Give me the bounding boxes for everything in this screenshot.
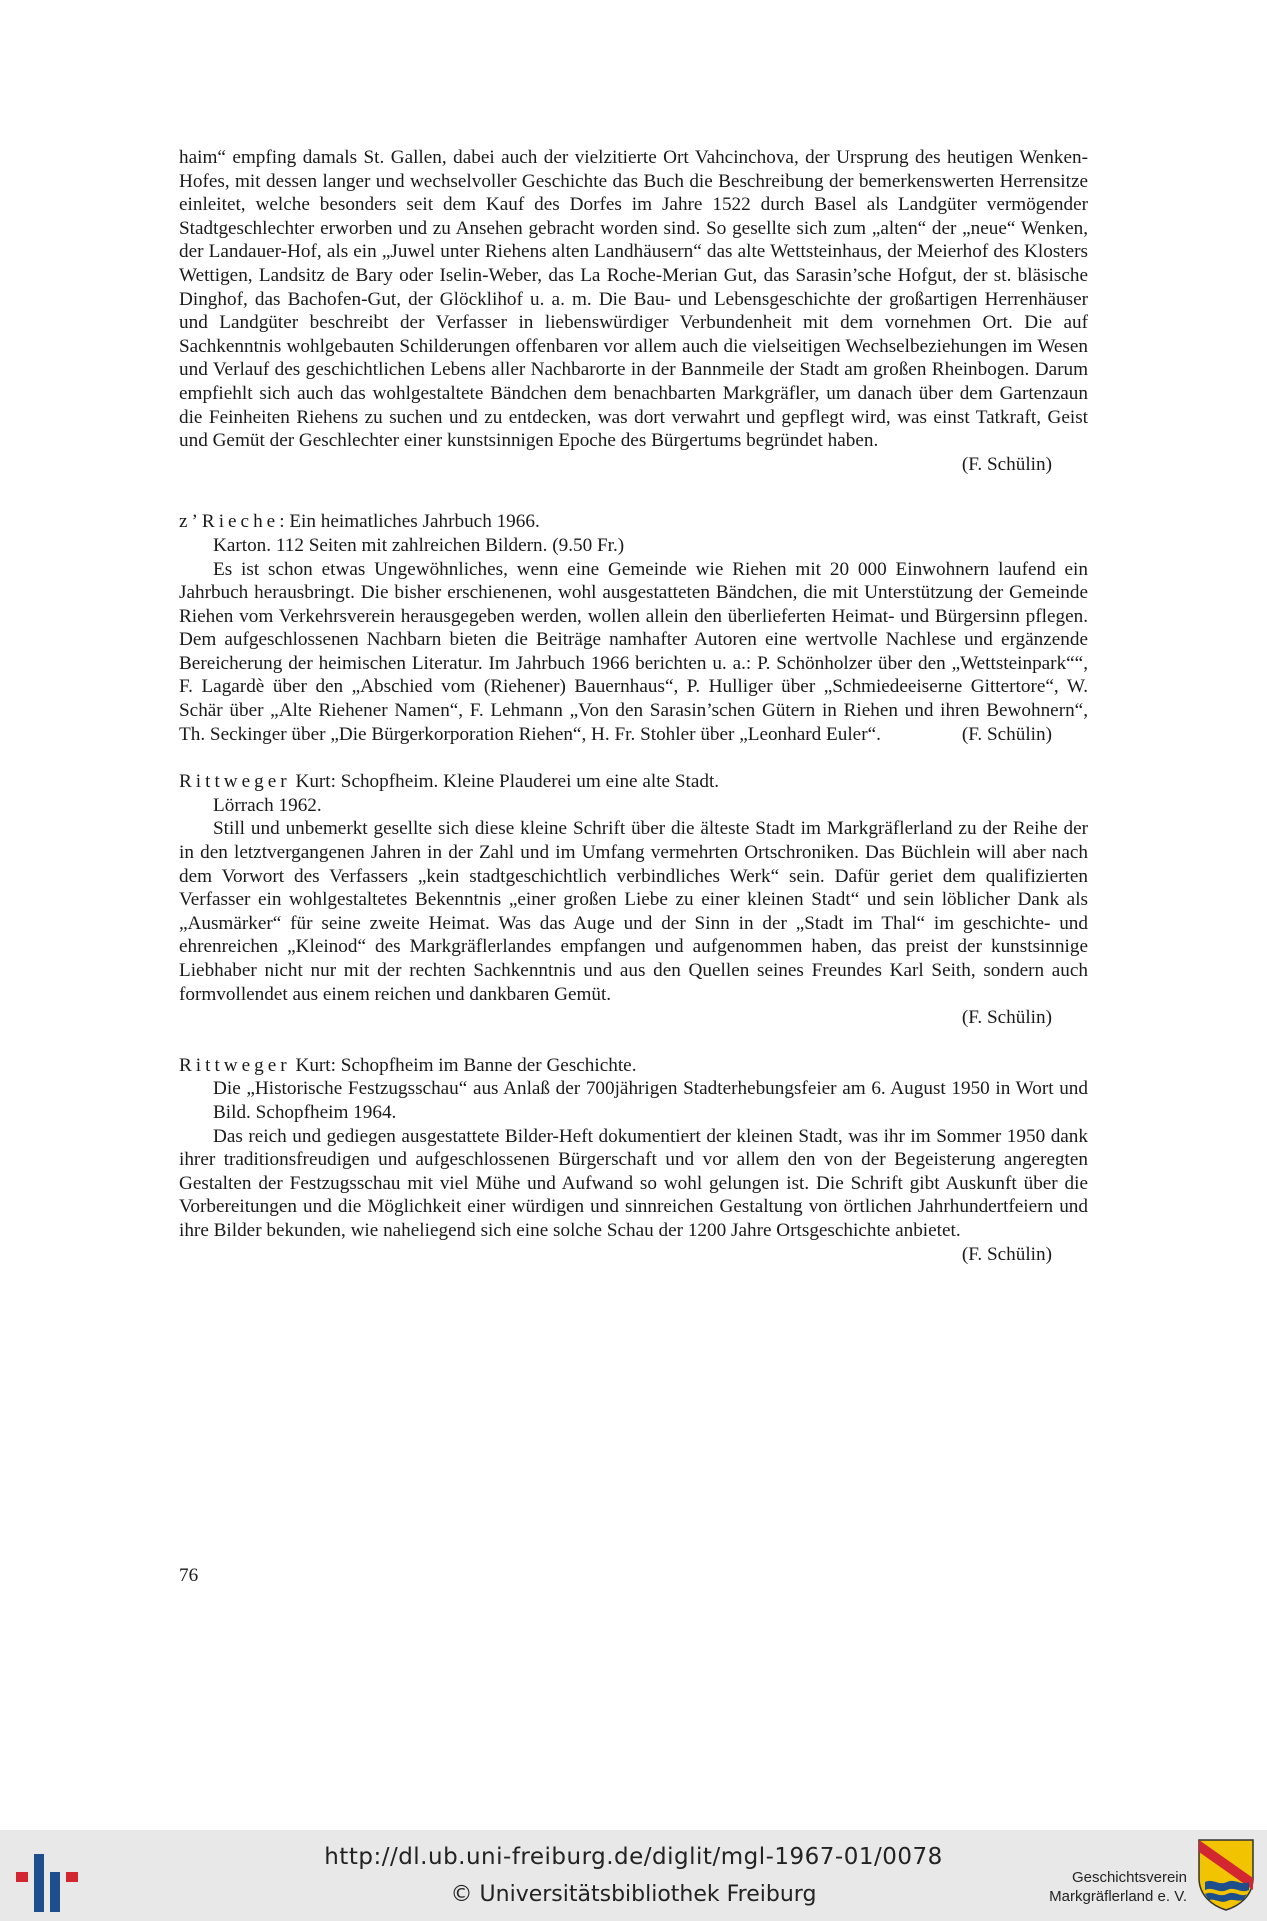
society-line-2: Markgräflerland e. V. bbox=[1049, 1888, 1187, 1905]
copyright-notice: © Universitätsbibliothek Freiburg bbox=[450, 1882, 817, 1907]
entry-title: Kurt: Schopfheim im Banne der Geschichte. bbox=[290, 1054, 637, 1076]
entry-signature: (F. Schülin) bbox=[961, 1007, 1052, 1029]
entry-pubinfo: Die „Historische Festzugsschau“ aus Anlaß der 700jährigen Stadterhebungsfeier am 6. August 1950 in Wort und Bild. Schopfheim 1964. bbox=[213, 1078, 1088, 1123]
society-line-1: Geschichtsverein bbox=[1071, 1869, 1187, 1886]
entry-body: Still und unbemerkt gesellte sich diese kleine Schrift über die älteste Stadt im Markgräflerland zu der Reihe der in den letztvergangenen Jahren in der Zahl und im Umfang vermehrten Ortschroniken. Das Büchlein will aber nach dem Vorwort des Verfassers „kein stadtgeschichtlich verbindliches Werk“ sein. Dafür geriet dem qualifizierten Verfasser ein wohlgestaltetes Bekenntnis „einer großen Liebe zu einer kleinen Stadt“ und sein löblicher Dank als „Ausmärker“ für seine zweite Heimat. Was das Auge und der Sinn in der „Stadt im Thal“ im geschichte- und ehrenreichen „Kleinod“ des Markgräflerlandes empfangen und aufgenommen haben, das preist der kunstsinnige Liebhaber nicht nur mit der rechten Sachkenntnis und aus den Quellen seines Freundes Karl Seith, sondern auch formvollendet aus einem reichen und dankbaren Gemüt. bbox=[179, 818, 1088, 1005]
page-text bbox=[179, 146, 1088, 1266]
intro-signature: (F. Schülin) bbox=[961, 453, 1052, 475]
entry-author: z’Rieche bbox=[179, 511, 280, 533]
entry-body: Es ist schon etwas Ungewöhnliches, wenn eine Gemeinde wie Riehen mit 20 000 Einwohnern laufend ein Jahrbuch herausbringt. Die bisher erschienenen, wohl ausgestatteten Bändchen, die mit Unterstützung der Gemeinde Riehen vom Verkehrsverein herausgegeben werden, wollen allein den überlieferten Heimat- und Bürgersinn pflegen. Dem aufgeschlossenen Nachbarn bieten die Beiträge namhafter Autoren eine wertvolle Nachlese und ergänzende Bereicherung der heimischen Literatur. Im Jahrbuch 1966 berichten u. a.: P. Schönholzer über den „Wettsteinpark““, F. Lagardè über den „Abschied vom (Riehener) Bauernhaus“, P. Hulliger über „Schmiedeeiserne Gittertore“, W. Schär über „Alte Riehener Namen“, F. Lehmann „Von den Sarasin’schen Gütern in Riehen und ihren Bewohnern“, Th. Seckinger über „Die Bürgerkorporation Riehen“, H. Fr. Stohler über „Leonhard Euler“. bbox=[179, 558, 1088, 745]
review-entry-schopfheim-plauderei bbox=[179, 770, 1088, 1030]
intro-paragraph: haim“ empfing damals St. Gallen, dabei auch der vielzitierte Ort Vahcinchova, der Ursprung des heutigen Wenken-Hofes, mit dessen langer und wechselvoller Geschichte das Buch die Beschreibung der bemerkenswerten Herrensitze einleitet, welche besonders seit dem Kauf des Dorfes im Jahre 1522 durch Basel als Landgüter vermögender Stadtgeschlechter erworben und zu Ansehen gebracht worden sind. So gesellte sich zum „alten“ der „neue“ Wenken, der Landauer-Hof, als ein „Juwel unter Riehens alten Landhäusern“ das alte Wettsteinhaus, der Meierhof des Klosters Wettigen, Landsitz de Bary oder Iselin-Weber, das La Roche-Merian Gut, das Sarasin’sche Hofgut, der st. bläsische Dinghof, das Bachofen-Gut, der Glöcklihof u. a. m. Die Bau- und Lebensgeschichte der großartigen Herrenhäuser und Landgüter beschreibt der Verfasser in liebenswürdiger Verbundenheit mit dem vornehmen Ort. Die auf Sachkenntnis wohlgebauten Schilderungen offenbaren vor allem auch die vielseitigen Wechselbeziehungen im Wesen und Verlauf des geschichtlichen Lebens aller Nachbarorte in der Bannmeile der Stadt am großen Rheinbogen. Darum empfiehlt sich auch das wohlgestaltete Bändchen dem benachbarten Markgräfler, um danach über dem Gartenzaun die Feinheiten Riehens zu suchen und zu entdecken, was dort verwahrt und gepflegt wird, was einst Tatkraft, Geist und Gemüt der Geschlechter einer kunstsinnigen Epoche des Bürgertums begründet haben. bbox=[179, 147, 1088, 452]
page-number: 76 bbox=[179, 1565, 199, 1586]
society-name bbox=[1049, 1868, 1187, 1906]
entry-signature: (F. Schülin) bbox=[961, 723, 1052, 745]
coat-of-arms-icon bbox=[1197, 1838, 1255, 1912]
entry-title: Kurt: Schopfheim. Kleine Plauderei um eine alte Stadt. bbox=[290, 771, 720, 793]
entry-author: Rittweger bbox=[179, 771, 291, 793]
entry-pubinfo: Karton. 112 Seiten mit zahlreichen Bildern. (9.50 Fr.) bbox=[213, 534, 625, 556]
entry-title: : Ein heimatliches Jahrbuch 1966. bbox=[279, 511, 540, 533]
document-url[interactable]: http://dl.ub.uni-freiburg.de/diglit/mgl-1967-01/0078 bbox=[324, 1844, 943, 1870]
entry-signature: (F. Schülin) bbox=[961, 1243, 1052, 1265]
entry-author: Rittweger bbox=[179, 1054, 291, 1076]
review-entry-schopfheim-geschichte bbox=[179, 1054, 1088, 1265]
viewer-footer bbox=[0, 1830, 1267, 1921]
entry-pubinfo: Lörrach 1962. bbox=[213, 794, 322, 816]
entry-body: Das reich und gediegen ausgestattete Bilder-Heft dokumentiert der kleinen Stadt, was ihr im Sommer 1950 dank ihrer traditionsfreudigen und aufgeschlossenen Bürgerschaft und vor allem den von der Begeisterung angeregten Gestalten der Festzugsschau mit viel Mühe und Aufwand so wohl gelungen ist. Die Schrift gibt Auskunft über die Vorbereitungen und die Möglichkeit einer würdigen und sinnreichen Gestaltung von örtlichen Jahrhundertfeiern und ihre Bilder bekunden, wie naheliegend sich eine solche Schau der 1200 Jahre Ortsgeschichte anbietet. bbox=[179, 1125, 1088, 1241]
review-entry-rieche bbox=[179, 510, 1088, 746]
